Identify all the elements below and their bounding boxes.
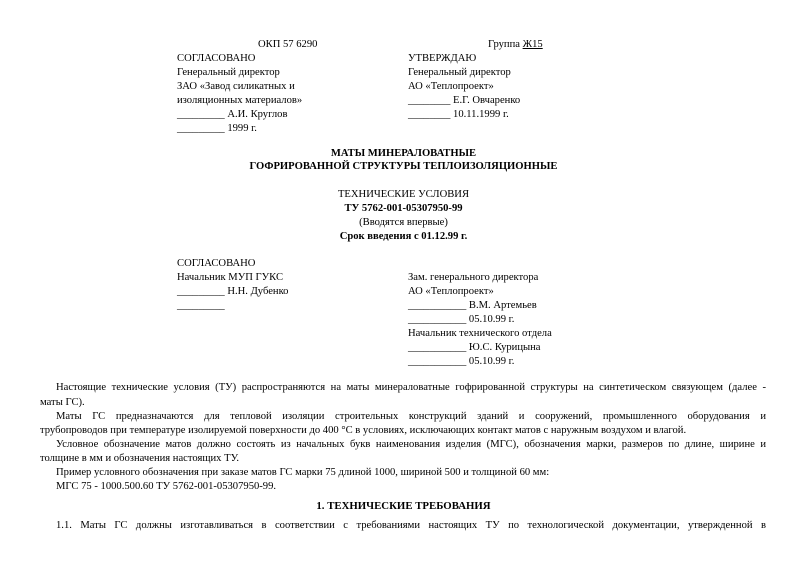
agreement-left-date: _________ — [177, 300, 225, 311]
paragraph-3-line2: толщине в мм и обозначения настоящих ТУ. — [40, 453, 240, 464]
approval-left-org-line1: ЗАО «Завод силикатных и — [177, 81, 295, 92]
paragraph-6-line1: 1.1. Маты ГС должны изготавливаться в соответствии с требованиями настоящих ТУ по технологической документации, утвержденной в — [56, 520, 766, 531]
agreement-right-position2: Начальник технического отдела — [408, 328, 552, 339]
group-prefix: Группа — [488, 39, 523, 50]
approval-left-date: _________ 1999 г. — [177, 123, 257, 134]
doc-title-line2: ГОФРИРОВАННОЙ СТРУКТУРЫ ТЕПЛОИЗОЛЯЦИОННЫЕ — [249, 161, 558, 172]
paragraph-3-line1: Условное обозначение матов должно состоять из начальных букв наименования изделия (МГС), обозначения марки, размеров по длине, ширине и — [56, 439, 766, 450]
approval-right-date: ________ 10.11.1999 г. — [408, 109, 509, 120]
okp-code: ОКП 57 6290 — [258, 39, 318, 50]
approval-left-signature: _________ А.И. Круглов — [177, 109, 288, 120]
approval-right-signature: ________ Е.Г. Овчаренко — [408, 95, 521, 106]
paragraph-1-line1: Настоящие технические условия (ТУ) распространяются на маты минераловатные гофрированной структуры на синтетическом связующем (далее - — [56, 382, 766, 393]
approval-left-org-line2: изоляционных материалов» — [177, 95, 303, 106]
approval-right-org: АО «Теплопроект» — [408, 81, 494, 92]
approval-right-title: УТВЕРЖДАЮ — [408, 53, 477, 64]
group-code-link[interactable]: Ж15 — [522, 39, 543, 50]
paragraph-5: МГС 75 - 1000.500.60 ТУ 5762-001-05307950-99. — [56, 481, 277, 492]
approval-left-title: СОГЛАСОВАНО — [177, 53, 256, 64]
paragraph-4: Пример условного обозначения при заказе матов ГС марки 75 длиной 1000, шириной 500 и толщиной 60 мм: — [56, 467, 550, 478]
paragraph-2-line1: Маты ГС предназначаются для тепловой изоляции строительных конструкций зданий и сооружений, промышленного оборудования и — [56, 411, 766, 422]
approval-left-position: Генеральный директор — [177, 67, 280, 78]
agreement-right-signature2: ___________ Ю.С. Курицына — [408, 342, 541, 353]
paragraph-2-line2: трубопроводов при температуре изолируемой поверхности до 400 °С в условиях, исключающих контакт матов с наружным воздухом и влагой. — [40, 425, 687, 436]
agreement-title: СОГЛАСОВАНО — [177, 258, 256, 269]
agreement-left-signature: _________ Н.Н. Дубенко — [177, 286, 289, 297]
group-label — [488, 38, 543, 51]
paragraph-1-line2: маты ГС). — [40, 397, 85, 408]
approval-right-position: Генеральный директор — [408, 67, 511, 78]
doc-title-line1: МАТЫ МИНЕРАЛОВАТНЫЕ — [330, 148, 477, 159]
introduced-note: (Вводятся впервые) — [359, 217, 448, 228]
agreement-right-date1: ___________ 05.10.99 г. — [408, 314, 515, 325]
section-title: 1. ТЕХНИЧЕСКИЕ ТРЕБОВАНИЯ — [316, 500, 491, 512]
agreement-right-signature1: ___________ В.М. Артемьев — [408, 300, 537, 311]
spec-number: ТУ 5762-001-05307950-99 — [344, 203, 463, 214]
agreement-right-position1: Зам. генерального директора — [408, 272, 539, 283]
agreement-left-position: Начальник МУП ГУКС — [177, 272, 284, 283]
agreement-right-org: АО «Теплопроект» — [408, 286, 494, 297]
agreement-right-date2: ___________ 05.10.99 г. — [408, 356, 515, 367]
spec-type: ТЕХНИЧЕСКИЕ УСЛОВИЯ — [337, 189, 470, 200]
effective-date: Срок введения с 01.12.99 г. — [339, 231, 468, 242]
